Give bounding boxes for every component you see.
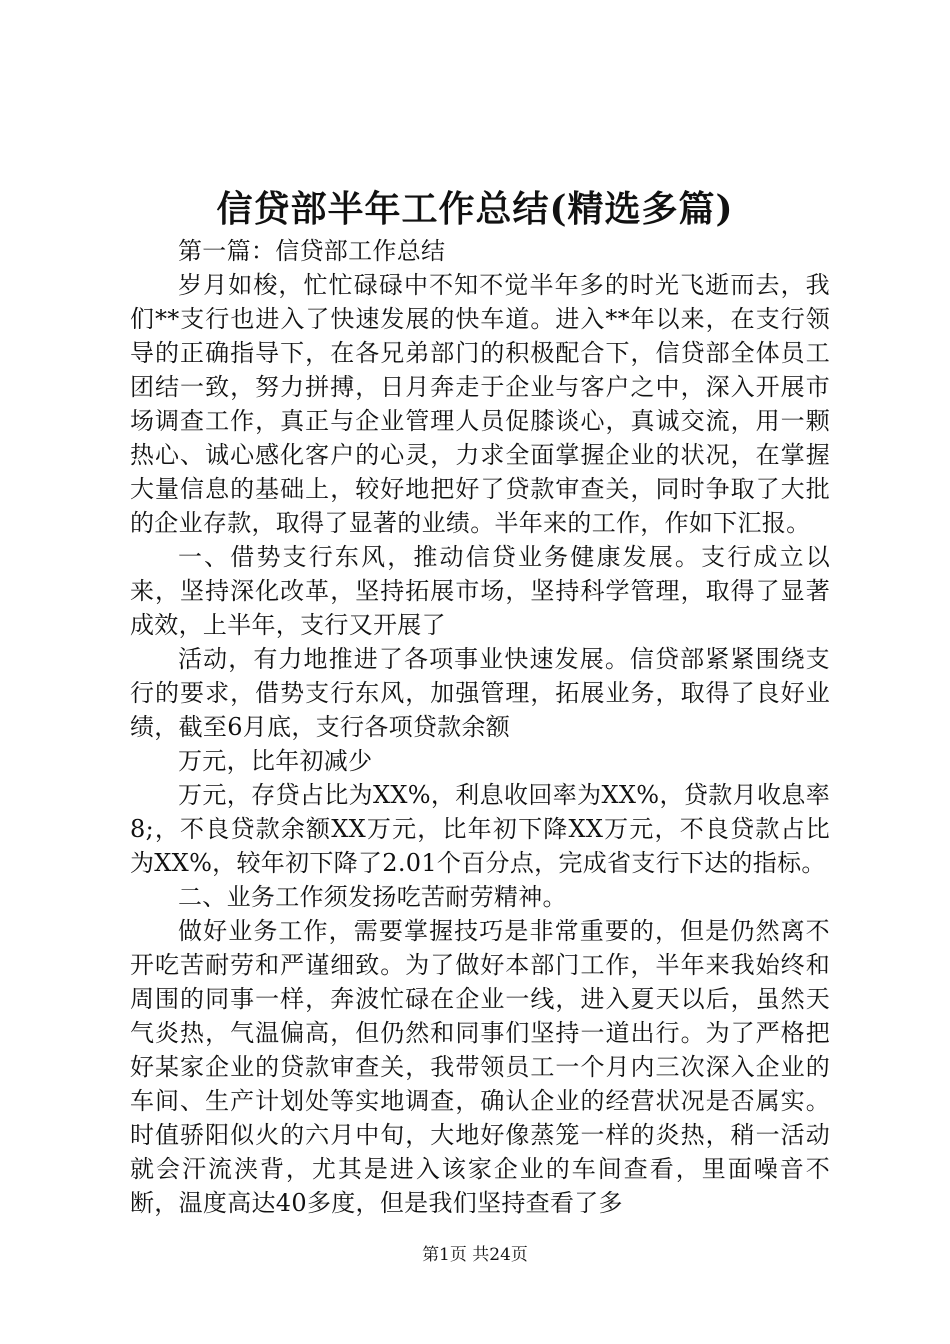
- page-total: 共24页: [472, 1245, 528, 1265]
- body-paragraph: 做好业务工作，需要掌握技巧是非常重要的，但是仍然离不开吃苦耐劳和严谨细致。为了做好本部门工作，半年来我始终和周围的同事一样，奔波忙碌在企业一线，进入夏天以后，虽然天气炎热，气温偏高，但仍然和同事们坚持一道出行。为了严格把好某家企业的贷款审查关，我带领员工一个月内三次深入企业的车间、生产计划处等实地调查，确认企业的经营状况是否属实。时值骄阳似火的六月中旬，大地好像蒸笼一样的炎热，稍一活动就会汗流浃背，尤其是进入该家企业的车间查看，里面噪音不断，温度高达40多度，但是我们坚持查看了多: [130, 917, 830, 1217]
- page-number: 第1页: [422, 1245, 467, 1265]
- section-heading: 第一篇：信贷部工作总结: [178, 237, 446, 265]
- body-paragraph: 岁月如梭，忙忙碌碌中不知不觉半年多的时光飞逝而去，我们**支行也进入了快速发展的快车道。进入**年以来，在支行领导的正确指导下，在各兄弟部门的积极配合下，信贷部全体员工团结一致，努力拼搏，日月奔走于企业与客户之中，深入开展市场调查工作，真正与企业管理人员促膝谈心，真诚交流，用一颗热心、诚心感化客户的心灵，力求全面掌握企业的状况，在掌握大量信息的基础上，较好地把好了贷款审查关，同时争取了大批的企业存款，取得了显著的业绩。半年来的工作，作如下汇报。: [130, 271, 830, 537]
- body-paragraph: 万元，比年初减少: [178, 747, 373, 775]
- document-body: [130, 234, 830, 1220]
- section-heading: 二、业务工作须发扬吃苦耐劳精神。: [178, 883, 567, 911]
- document-title: 信贷部半年工作总结(精选多篇): [216, 188, 734, 230]
- page-footer: [0, 1243, 950, 1267]
- body-paragraph: 一、借势支行东风，推动信贷业务健康发展。支行成立以来，坚持深化改革，坚持拓展市场，坚持科学管理，取得了显著成效，上半年，支行又开展了: [130, 543, 830, 639]
- body-paragraph: 活动，有力地推进了各项事业快速发展。信贷部紧紧围绕支行的要求，借势支行东风，加强管理，拓展业务，取得了良好业绩，截至6月底，支行各项贷款余额: [130, 645, 830, 741]
- body-paragraph: 万元，存贷占比为XX%，利息收回率为XX%，贷款月收息率8;，不良贷款余额XX万元，比年初下降XX万元，不良贷款占比为XX%，较年初下降了2.01个百分点，完成省支行下达的指标。: [130, 781, 830, 877]
